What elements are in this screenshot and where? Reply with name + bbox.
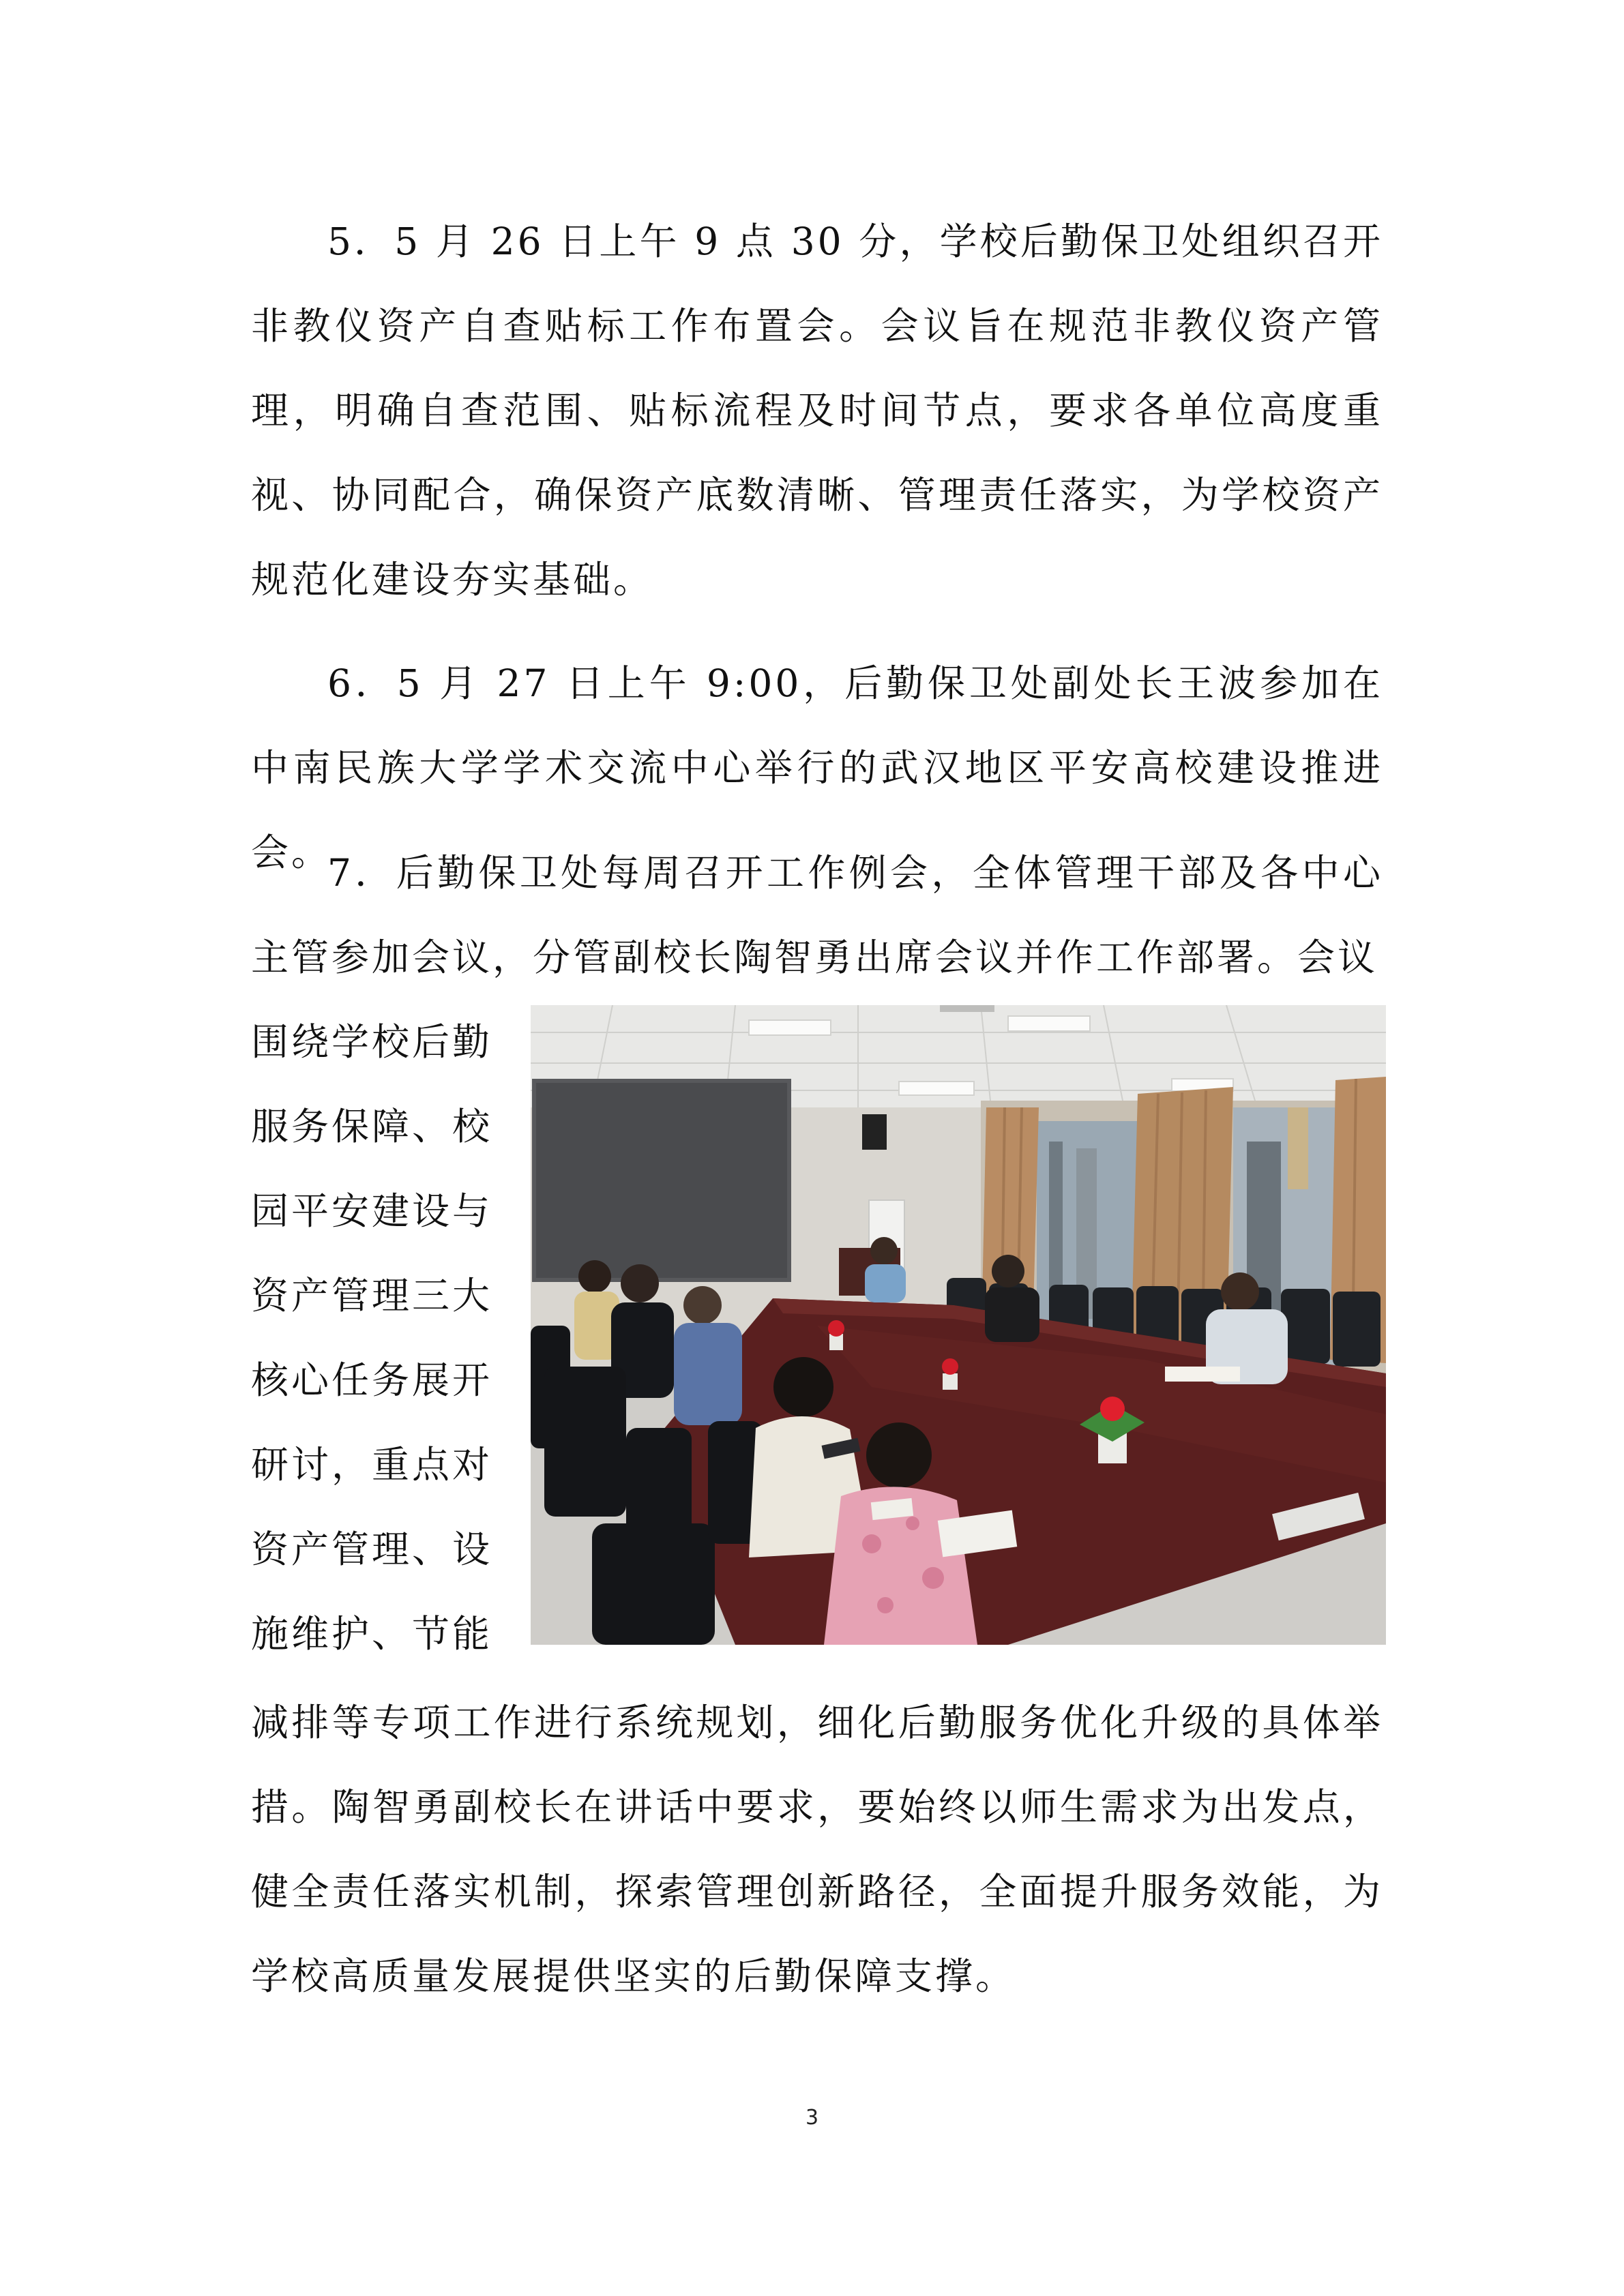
paragraph-item-6: 6．5 月 27 日上午 9:00，后勤保卫处副处长王波参加在中南民族大学学术交流中心举行的武汉地区平安高校建设推进会。 <box>251 661 1383 874</box>
meeting-photo <box>531 1005 1386 1645</box>
paragraph-item-7-continued: 减排等专项工作进行系统规划，细化后勤服务优化升级的具体举措。陶智勇副校长在讲话中要求，要始终以师生需求为出发点，健全责任落实机制，探索管理创新路径，全面提升服务效能，为学校高质量发展提供坚实的后勤保障支撑。 <box>251 1701 1383 1998</box>
paragraph-item-7-wrapped-text: 围绕学校后勤服务保障、校园平安建设与资产管理三大核心任务展开研讨，重点对资产管理、设施维护、节能 <box>251 1020 493 1656</box>
page-number: 3 <box>805 2106 819 2130</box>
paragraph-item-5: 5．5 月 26 日上午 9 点 30 分，学校后勤保卫处组织召开非教仪资产自查贴标工作布置会。会议旨在规范非教仪资产管理，明确自查范围、贴标流程及时间节点，要求各单位高度重视、协同配合，确保资产底数清晰、管理责任落实，为学校资产规范化建设夯实基础。 <box>251 220 1383 601</box>
paragraph-item-7-intro: 7．后勤保卫处每周召开工作例会，全体管理干部及各中心主管参加会议，分管副校长陶智勇出席会议并作工作部署。会议 <box>251 851 1383 979</box>
